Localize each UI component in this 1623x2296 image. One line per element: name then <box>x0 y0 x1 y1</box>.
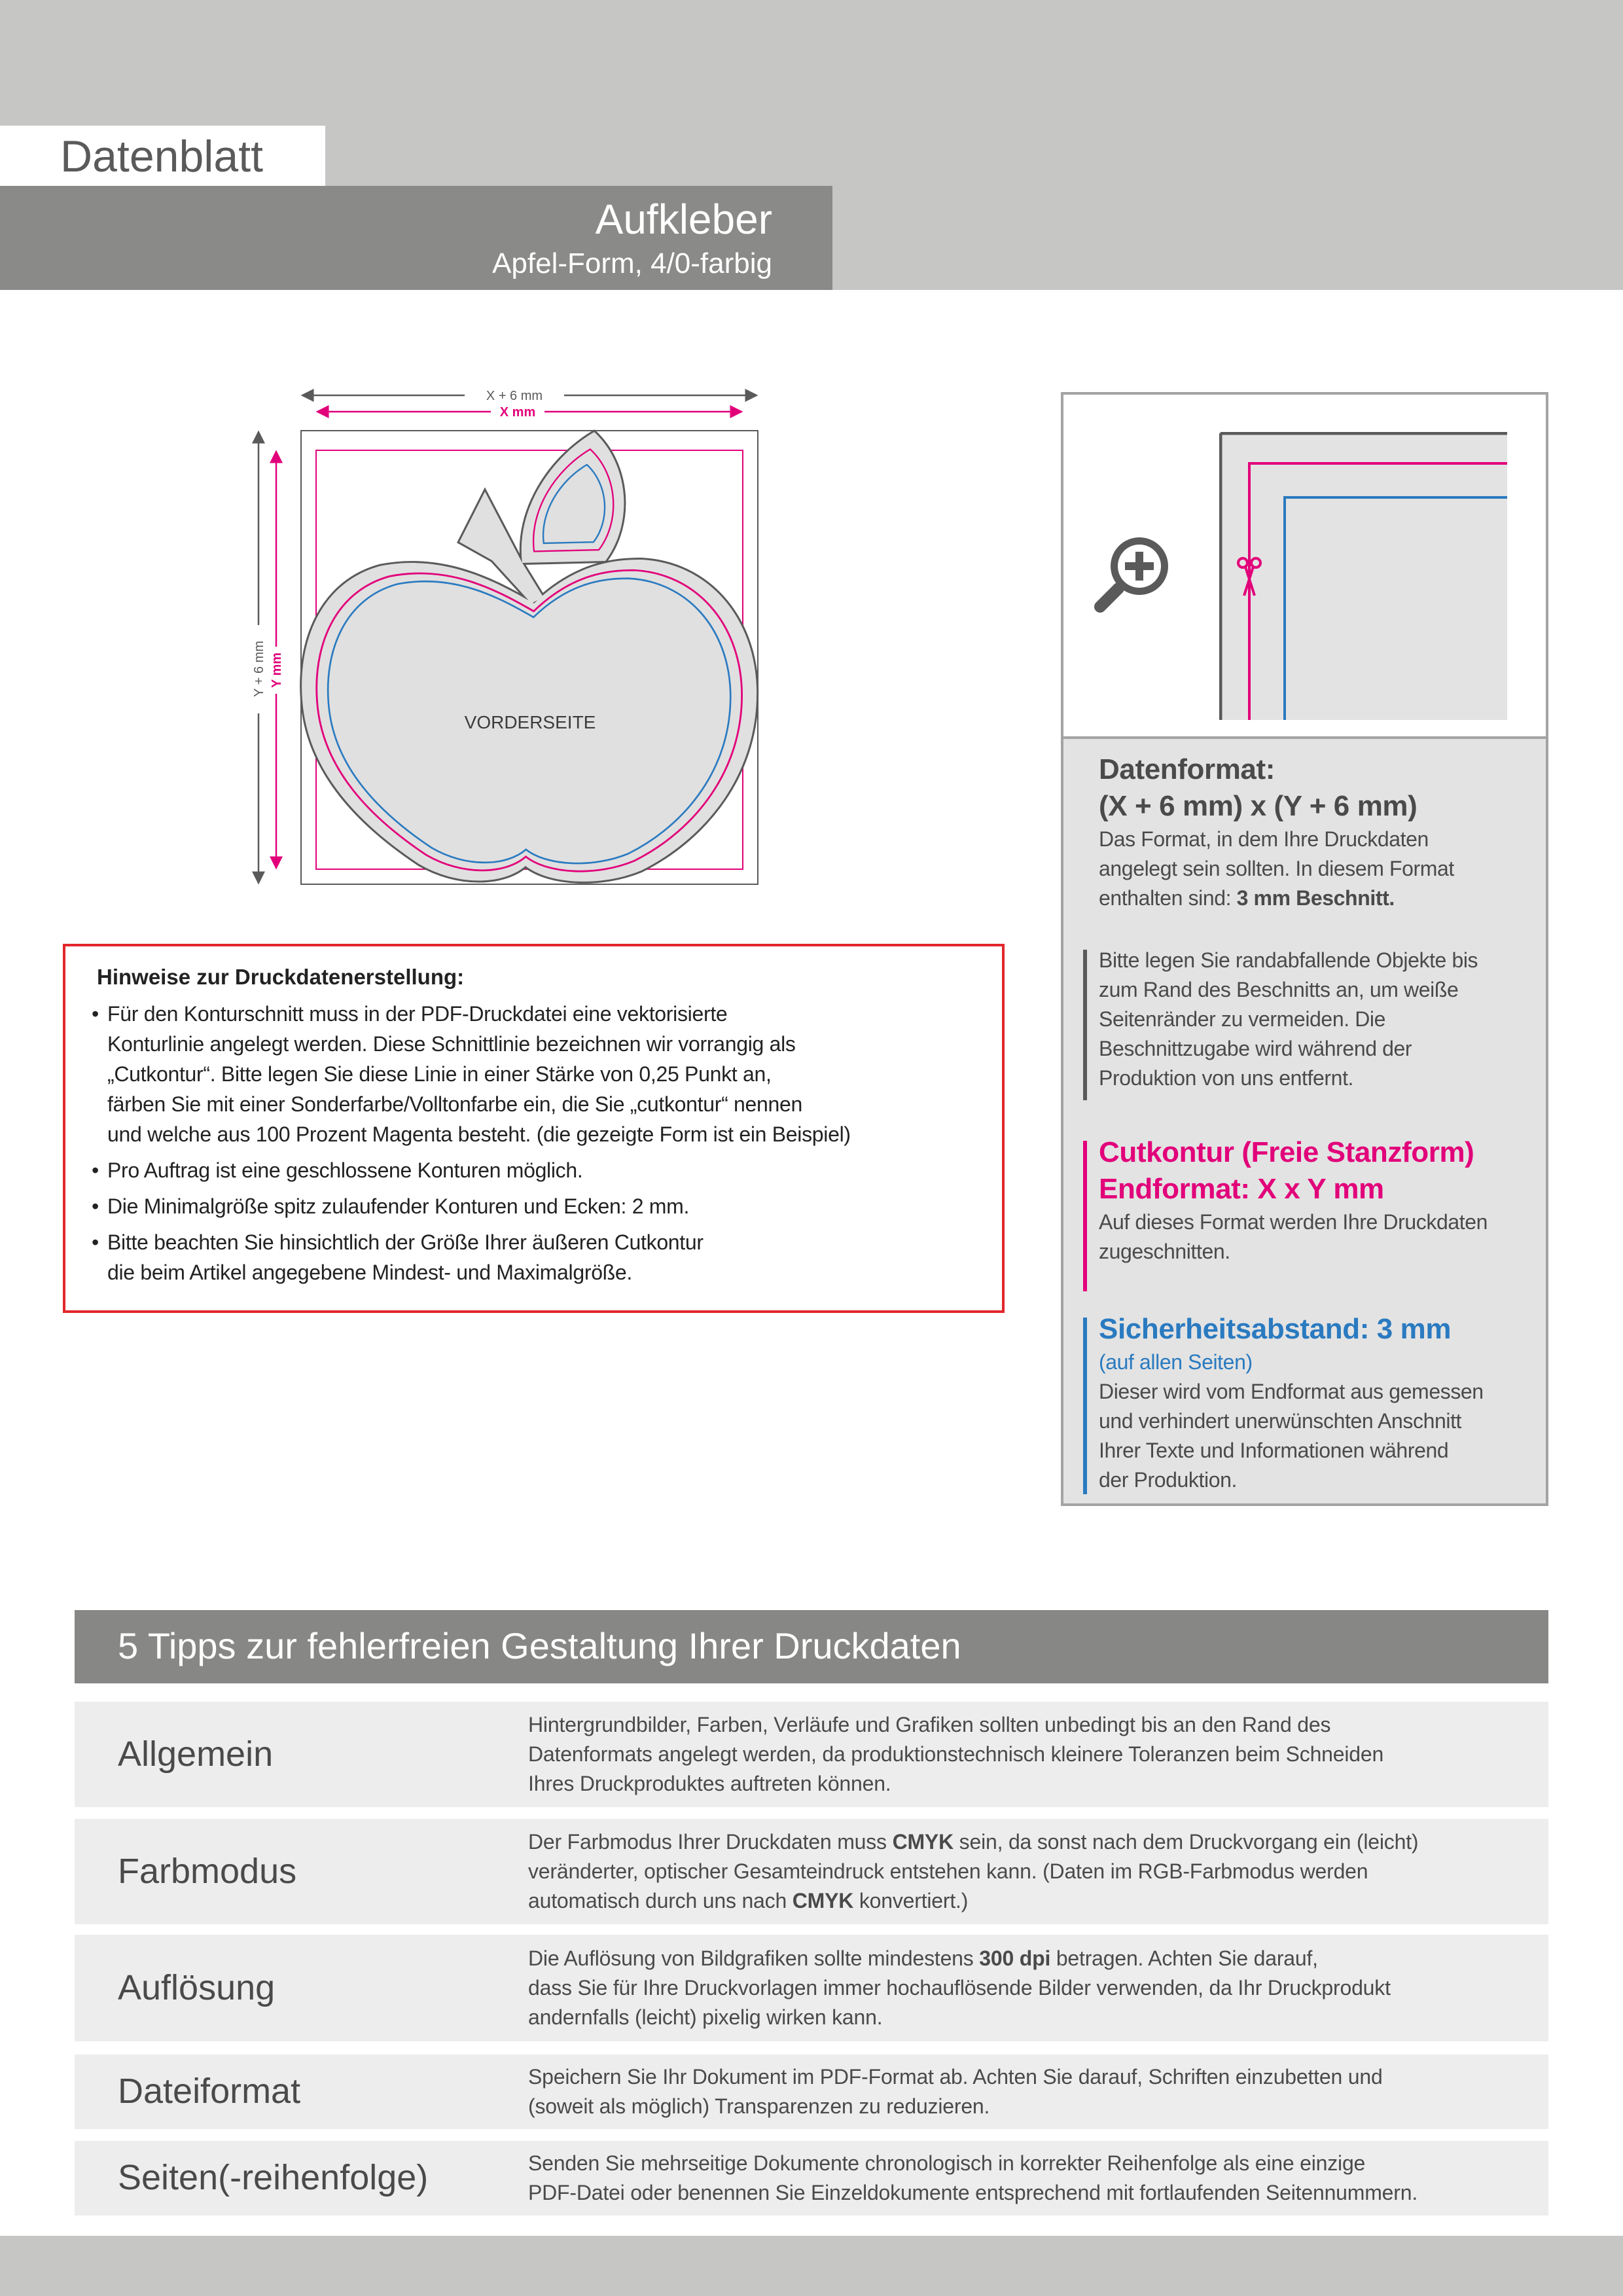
emphasis: 300 dpi <box>979 1946 1051 1970</box>
text-segment: betragen. Achten Sie darauf, <box>1050 1946 1318 1970</box>
apple-shape-diagram <box>249 367 772 923</box>
safety-section-bar <box>1083 1318 1087 1494</box>
tip-description <box>528 1827 1418 1916</box>
text-segment: Senden Sie mehrseitige Dokumente chronologisch in korrekter Reihenfolge als eine einzige <box>528 2151 1366 2175</box>
bleed-amount: 3 mm Beschnitt. <box>1236 886 1395 910</box>
tip-description <box>528 1944 1391 2032</box>
bullet-icon: • <box>92 1230 99 1254</box>
cut-title: Cutkontur (Freie Stanzform) <box>1099 1136 1474 1168</box>
doc-label: Datenblatt <box>60 132 263 181</box>
hints-list <box>92 999 851 1293</box>
text-segment: automatisch durch uns nach <box>528 1889 793 1912</box>
text-line: und verhindert unerwünschten Anschnitt <box>1099 1409 1462 1433</box>
tip-row <box>75 1935 1548 2041</box>
text-line: Seitenränder zu vermeiden. Die <box>1099 1007 1386 1031</box>
tip-description <box>528 1710 1383 1799</box>
height-final-label: Y mm <box>270 652 284 689</box>
emphasis: CMYK <box>892 1830 954 1854</box>
hint-line: „Cutkontur“. Bitte legen Sie diese Linie in einer Stärke von 0,25 Punkt an, <box>107 1062 772 1086</box>
text-line: Dieser wird vom Endformat aus gemessen <box>1099 1380 1484 1403</box>
tip-row <box>75 2141 1548 2215</box>
tip-line <box>528 1740 1383 1769</box>
text-segment: veränderter, optischer Gesamteindruck entstehen kann. (Daten im RGB-Farbmodus werden <box>528 1859 1368 1883</box>
tips-header <box>75 1610 1548 1683</box>
print-hints-box <box>63 944 1005 1313</box>
text-segment: Ihres Druckproduktes auftreten können. <box>528 1772 891 1795</box>
text-segment: konvertiert.) <box>853 1889 969 1912</box>
width-final-label: X mm <box>499 405 536 420</box>
text-segment: Die Auflösung von Bildgrafiken sollte mindestens <box>528 1946 980 1970</box>
safety-section <box>1099 1311 1484 1495</box>
text-segment: andernfalls (leicht) pixelig wirken kann. <box>528 2005 883 2029</box>
tip-label: Seiten(-reihenfolge) <box>118 2158 429 2197</box>
datenformat-title: Datenformat: <box>1099 753 1275 785</box>
tip-line <box>528 2149 1418 2178</box>
hint-line: Pro Auftrag ist eine geschlossene Konturen möglich. <box>107 1158 583 1182</box>
tip-line <box>528 1944 1391 1973</box>
tip-line <box>528 1857 1418 1886</box>
text-line: der Produktion. <box>1099 1468 1238 1492</box>
format-info-panel <box>1061 392 1548 1506</box>
cut-section-bar <box>1083 1141 1087 1291</box>
text-segment: (soweit als möglich) Transparenzen zu reduzieren. <box>528 2094 990 2118</box>
tip-line <box>528 1973 1391 2003</box>
title-bar <box>0 186 832 290</box>
text-segment: Datenformats angelegt werden, da produktionstechnisch kleinere Toleranzen beim Schneiden <box>528 1742 1384 1766</box>
corner-detail-image <box>1063 395 1546 739</box>
hint-line: Bitte beachten Sie hinsichtlich der Größe Ihrer äußeren Cutkontur <box>107 1230 704 1254</box>
text-segment: dass Sie für Ihre Druckvorlagen immer hochauflösende Bilder verwenden, da Ihr Druckprodukt <box>528 1976 1391 2000</box>
text-line: zugeschnitten. <box>1099 1240 1230 1263</box>
apple-fill <box>302 432 757 882</box>
text-line: angelegt sein sollten. In diesem Format <box>1099 857 1454 880</box>
tip-description <box>528 2149 1418 2208</box>
text-segment: sein, da sonst nach dem Druckvorgang ein (leicht) <box>953 1830 1419 1854</box>
tip-line <box>528 1769 1383 1799</box>
cut-format: Endformat: X x Y mm <box>1099 1173 1384 1205</box>
product-title: Aufkleber <box>595 196 772 243</box>
text-segment: enthalten sind: <box>1099 886 1237 910</box>
text-line: Bitte legen Sie randabfallende Objekte bis <box>1099 948 1478 972</box>
doc-label-box <box>0 126 325 186</box>
tip-label: Dateiformat <box>118 2072 301 2111</box>
bullet-icon: • <box>92 1158 99 1182</box>
tip-row <box>75 2054 1548 2129</box>
width-bleed-label: X + 6 mm <box>486 389 543 403</box>
bleed-note-bar <box>1083 950 1087 1100</box>
text-line <box>1099 884 1454 913</box>
tip-line <box>528 2062 1383 2092</box>
text-segment: Hintergrundbilder, Farben, Verläufe und Grafiken sollten unbedingt bis an den Rand des <box>528 1713 1331 1736</box>
text-segment: Der Farbmodus Ihrer Druckdaten muss <box>528 1830 893 1854</box>
bullet-icon: • <box>92 1194 99 1218</box>
tip-line <box>528 1886 1418 1916</box>
hint-line: färben Sie mit einer Sonderfarbe/Volltonfarbe ein, die Sie „cutkontur“ nennen <box>107 1092 803 1116</box>
tip-label: Allgemein <box>118 1734 274 1774</box>
side-label: VORDERSEITE <box>464 712 596 732</box>
tip-row <box>75 1702 1548 1807</box>
tip-line <box>528 1827 1418 1857</box>
emphasis: CMYK <box>792 1889 854 1912</box>
safety-subtitle: (auf allen Seiten) <box>1099 1350 1253 1374</box>
safety-title: Sicherheitsabstand: 3 mm <box>1099 1313 1452 1345</box>
tips-title: 5 Tipps zur fehlerfreien Gestaltung Ihrer Druckdaten <box>118 1625 961 1666</box>
footer-band <box>0 2236 1623 2296</box>
text-segment: Speichern Sie Ihr Dokument im PDF-Format ab. Achten Sie darauf, Schriften einzubetten und <box>528 2065 1383 2089</box>
text-line: Beschnittzugabe wird während der <box>1099 1037 1412 1060</box>
text-line: Das Format, in dem Ihre Druckdaten <box>1099 827 1429 851</box>
tip-description <box>528 2062 1383 2121</box>
bleed-note <box>1099 946 1478 1093</box>
hint-line: Für den Konturschnitt muss in der PDF-Druckdatei eine vektorisierte <box>107 1002 728 1026</box>
height-bleed-label: Y + 6 mm <box>252 641 266 697</box>
tip-label: Farbmodus <box>118 1851 297 1891</box>
text-line: zum Rand des Beschnitts an, um weiße <box>1099 978 1459 1001</box>
hints-title: Hinweise zur Druckdatenerstellung: <box>97 965 465 989</box>
tip-label: Auflösung <box>118 1967 276 2007</box>
hint-item <box>92 1227 851 1287</box>
bleed-corner-illustration <box>1219 432 1507 720</box>
tip-line <box>528 2092 1383 2121</box>
hint-line: Konturlinie angelegt werden. Diese Schnittlinie bezeichnen wir vorrangig als <box>107 1032 796 1056</box>
cut-section <box>1099 1134 1488 1266</box>
hint-item <box>92 1155 851 1185</box>
text-line: Produktion von uns entfernt. <box>1099 1066 1354 1090</box>
tip-line <box>528 2003 1391 2032</box>
product-variant: Apfel-Form, 4/0-farbig <box>492 247 772 279</box>
hint-line: die beim Artikel angegebene Mindest- und Maximalgröße. <box>107 1261 633 1284</box>
bullet-icon: • <box>92 1002 99 1026</box>
hint-item <box>92 999 851 1149</box>
hint-item <box>92 1191 851 1221</box>
tip-row <box>75 1819 1548 1924</box>
hint-line: Die Minimalgröße spitz zulaufender Konturen und Ecken: 2 mm. <box>107 1194 690 1218</box>
zoom-in-icon <box>1092 529 1177 615</box>
datenformat-formula: (X + 6 mm) x (Y + 6 mm) <box>1099 790 1418 822</box>
tip-line <box>528 1710 1383 1740</box>
tip-line <box>528 2178 1418 2208</box>
text-segment: PDF-Datei oder benennen Sie Einzeldokumente entsprechend mit fortlaufenden Seitennummern. <box>528 2181 1418 2204</box>
text-line: Auf dieses Format werden Ihre Druckdaten <box>1099 1210 1488 1234</box>
hint-line: und welche aus 100 Prozent Magenta besteht. (die gezeigte Form ist ein Beispiel) <box>107 1122 851 1146</box>
text-line: Ihrer Texte und Informationen während <box>1099 1439 1449 1462</box>
datenformat-section <box>1099 751 1454 913</box>
